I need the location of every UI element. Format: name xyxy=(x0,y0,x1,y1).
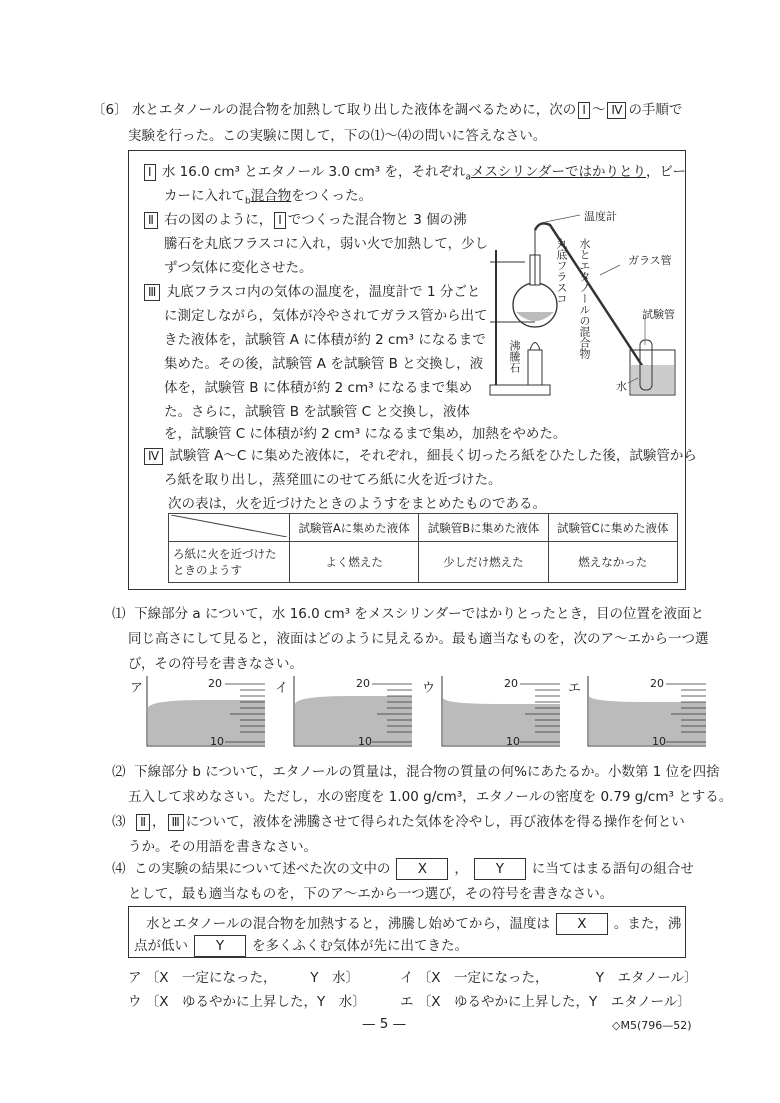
subscript: b xyxy=(245,196,251,207)
statement-line1 xyxy=(146,912,681,935)
label-flask: 丸底フラスコ xyxy=(555,238,568,304)
question-text: 下線部分 b について，エタノールの質量は，混合物の質量の何%にあたるか。小数第 1 位を四捨 xyxy=(134,764,720,780)
q3-line2: うか。その用語を書きなさい。 xyxy=(128,839,317,855)
q1 xyxy=(112,602,704,622)
step-2-line2: 騰石を丸底フラスコに入れ，弱い火で加熱して，少し xyxy=(164,236,489,252)
option-label: エ xyxy=(568,681,582,696)
leader-line xyxy=(600,265,620,275)
step-1 xyxy=(142,160,686,183)
choice-a: ア 〔X 一定になった， Y 水〕 xyxy=(128,970,360,986)
page-number: — 5 — xyxy=(362,1016,407,1032)
q2-line2: 五入して求めなさい。ただし，水の密度を 1.00 g/cm³，エタノールの密度を 0.79 g/cm³ とする。 xyxy=(128,789,733,805)
option-label: イ xyxy=(275,681,289,696)
mixture-liquid xyxy=(516,312,554,321)
step-label: Ⅳ xyxy=(144,448,163,465)
step-3-line2: に測定しながら，気体が冷やされてガラス管から出て xyxy=(164,308,488,324)
scale-label: 20 xyxy=(650,677,664,690)
cylinder-u xyxy=(440,676,565,748)
step-ref-box: Ⅳ xyxy=(607,102,626,119)
stand-base xyxy=(490,385,550,395)
scale-label: 20 xyxy=(208,677,222,690)
row-label-line: ときのようす xyxy=(173,563,242,577)
scale-label: 20 xyxy=(356,677,370,690)
row-label-line: ろ紙に火を近づけた xyxy=(173,547,277,561)
statement-text: を多くふくむ気体が先に出てきた。 xyxy=(252,938,468,954)
label-test-tube: 試験管 xyxy=(642,308,675,321)
separator: ， xyxy=(454,861,468,877)
leader-line xyxy=(545,215,580,222)
scale-label: 10 xyxy=(358,735,372,748)
step-text: でつくった混合物と 3 個の沸 xyxy=(287,212,467,228)
label-glass-tube: ガラス管 xyxy=(628,254,672,267)
step-label: Ⅱ xyxy=(144,212,158,229)
scale-label: 20 xyxy=(504,677,518,690)
step-2 xyxy=(142,208,467,229)
question-text: について，液体を沸騰させて得られた気体を冷やし，再び液体を得る操作を何とい xyxy=(185,814,685,830)
intro-text: の手順で xyxy=(628,102,683,118)
choice-e: エ 〔X ゆるやかに上昇した，Y エタノール〕 xyxy=(400,994,691,1010)
underline-a: メスシリンダーではかりとり xyxy=(471,164,646,180)
question-text: この実験の結果について述べた次の文中の xyxy=(134,861,391,877)
scale-label: 10 xyxy=(652,735,666,748)
step-text: 水 16.0 cm³ とエタノール 3.0 cm³ を，それぞれ xyxy=(161,164,466,180)
step-3-line4: 集めた。その後，試験管 A を試験管 B と交換し，液 xyxy=(164,356,484,372)
statement-line2 xyxy=(134,934,468,957)
table-cell: よく燃えた xyxy=(290,542,419,583)
label-thermometer: 温度計 xyxy=(584,210,617,223)
table-corner xyxy=(169,514,290,542)
separator: ， xyxy=(152,814,166,830)
question-number: ⑶ xyxy=(112,814,126,830)
q4-line2: として，最も適当なものを，下のア〜エから一つ選び，その符号を書きなさい。 xyxy=(128,886,614,902)
q4 xyxy=(112,857,694,880)
step-4-line2: ろ紙を取り出し，蒸発皿にのせてろ紙に火を近づけた。 xyxy=(164,472,502,488)
cylinder-i xyxy=(292,676,417,748)
intro-text: 水とエタノールの混合物を加熱して取り出した液体を調べるために，次の xyxy=(131,102,577,118)
step-text: をつくった。 xyxy=(291,188,372,204)
choice-i: イ 〔X 一定になった， Y エタノール〕 xyxy=(400,970,698,986)
step-ref-box: Ⅲ xyxy=(168,814,184,831)
scale-label: 10 xyxy=(210,735,224,748)
table-cell: 燃えなかった xyxy=(548,542,677,583)
step-label: Ⅰ xyxy=(144,164,156,181)
problem-header xyxy=(92,98,682,119)
statement-text: 点が低い xyxy=(134,938,188,954)
table-header: 試験管Bに集めた液体 xyxy=(419,514,548,542)
subscript: a xyxy=(465,172,472,183)
step-1-line2 xyxy=(164,184,372,207)
step-ref-box: Ⅰ xyxy=(578,102,590,119)
label-boiling-stone: 沸騰石 xyxy=(508,340,521,373)
blank-y: Y xyxy=(194,935,246,957)
step-3 xyxy=(142,280,480,301)
option-label: ア xyxy=(130,681,144,696)
cylinder-e xyxy=(586,676,711,748)
step-text: 試験管 A〜C に集めた液体に，それぞれ，細長く切ったろ紙をひたした後，試験管から xyxy=(169,448,697,464)
question-number: ⑷ xyxy=(112,861,126,877)
scale-label: 10 xyxy=(506,735,520,748)
question-number: ⑵ xyxy=(112,764,126,780)
statement-text: 水とエタノールの混合物を加熱すると，沸騰し始めてから，温度は xyxy=(146,916,550,932)
exam-code: ◇M5(796—52) xyxy=(612,1019,692,1032)
table-header: 試験管Aに集めた液体 xyxy=(290,514,419,542)
choice-u: ウ 〔X ゆるやかに上昇した，Y 水〕 xyxy=(128,994,366,1010)
row-label xyxy=(169,542,290,583)
step-3-line6: た。さらに，試験管 B を試験管 C と交換し，液体 xyxy=(164,404,470,420)
table-header-row xyxy=(169,514,678,542)
option-label: ウ xyxy=(422,681,436,696)
table-row xyxy=(169,542,678,583)
blank-x: X xyxy=(396,858,448,880)
step-4-line3: 次の表は，火を近づけたときのようすをまとめたものである。 xyxy=(168,496,546,512)
q1-line2: 同じ高さにして見ると，液面はどのように見えるか。最も適当なものを，次のア〜エから一つ選 xyxy=(128,631,709,647)
step-text: 右の図のように， xyxy=(164,212,273,228)
step-text: ，ビー xyxy=(646,164,686,180)
question-number: ⑴ xyxy=(112,606,126,622)
problem-number: 〔6〕 xyxy=(92,102,128,118)
label-mixture: 水とエタノールの混合物 xyxy=(578,238,591,359)
q1-line3: び，その符号を書きなさい。 xyxy=(128,656,303,672)
flame xyxy=(530,343,540,351)
step-2-line3: ずつ気体に変化させた。 xyxy=(164,260,313,276)
blank-x: X xyxy=(556,913,608,935)
step-ref-box: Ⅱ xyxy=(136,814,150,831)
step-text: カーに入れて xyxy=(164,188,245,204)
burner xyxy=(528,350,542,385)
step-3-line3: きた液体を，試験管 A に体積が約 2 cm³ になるまで xyxy=(164,332,486,348)
tilde: 〜 xyxy=(591,102,606,118)
q2 xyxy=(112,760,720,780)
step-3-line7: を，試験管 C に体積が約 2 cm³ になるまで集め，加熱をやめた。 xyxy=(164,426,567,442)
step-ref-box: Ⅰ xyxy=(274,212,286,229)
underline-b: 混合物 xyxy=(250,188,292,204)
intro-line-2: 実験を行った。この実験に関して，下の⑴〜⑷の問いに答えなさい。 xyxy=(128,128,547,144)
question-text: 下線部分 a について，水 16.0 cm³ をメスシリンダーではかりとったとき，目の位置を液面と xyxy=(134,606,704,622)
q3 xyxy=(112,810,685,831)
results-table xyxy=(168,513,678,583)
step-4 xyxy=(142,444,697,465)
step-text: 丸底フラスコ内の気体の温度を，温度計で 1 分ごと xyxy=(166,284,481,300)
diagonal-line xyxy=(171,515,287,537)
statement-text: 。また，沸 xyxy=(613,916,682,932)
blank-y: Y xyxy=(474,858,526,880)
label-water: 水 xyxy=(616,380,627,393)
step-3-line5: 体を，試験管 B に体積が約 2 cm³ になるまで集め xyxy=(164,380,473,396)
question-text: に当てはまる語句の組合せ xyxy=(531,861,694,877)
table-header: 試験管Cに集めた液体 xyxy=(548,514,677,542)
table-cell: 少しだけ燃えた xyxy=(419,542,548,583)
step-label: Ⅲ xyxy=(144,284,160,301)
